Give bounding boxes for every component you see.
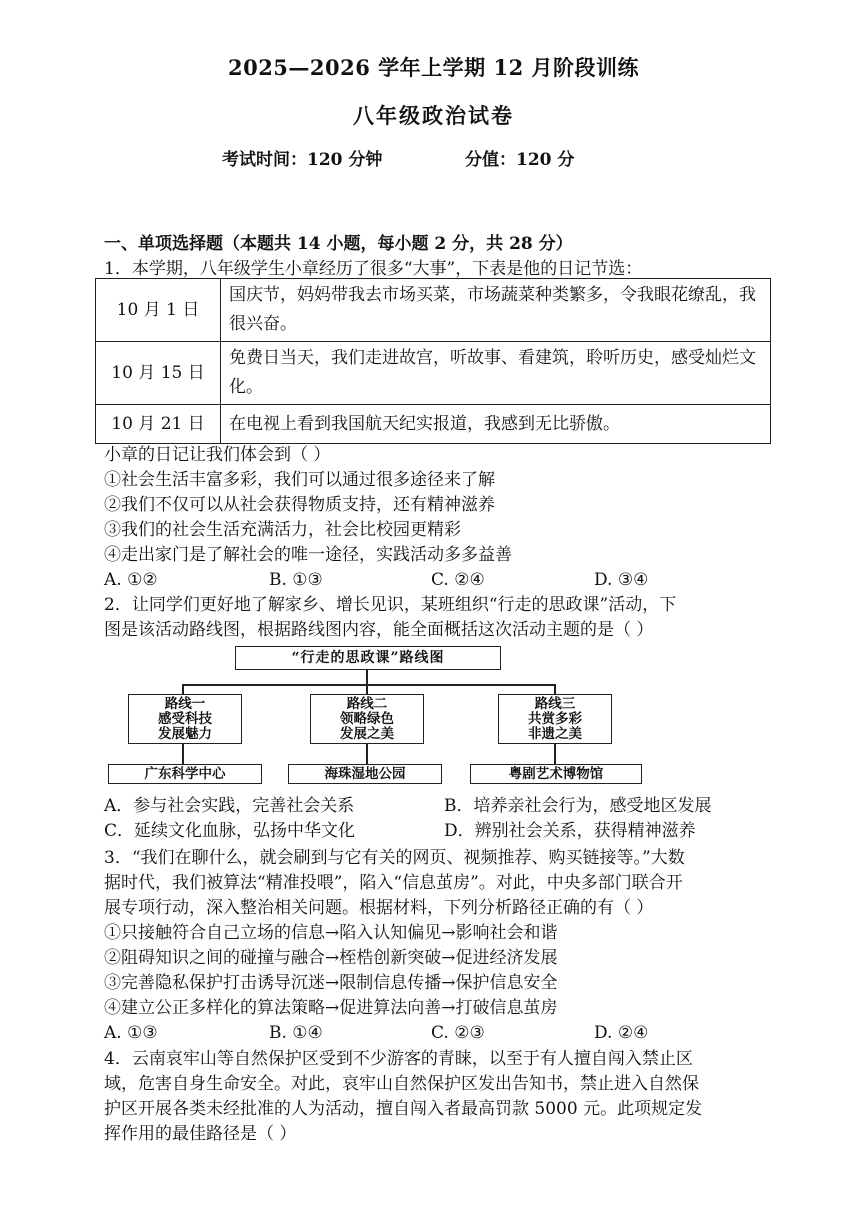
option-c: C. ②④ [431,570,485,590]
destination-box-1: 广东科学中心 [108,764,262,784]
destination-box-3: 粤剧艺术博物馆 [470,764,642,784]
option-d: D．辨别社会关系，获得精神滋养 [444,821,696,841]
q3-item-3: ③完善隐私保护打击诱导沉迷→限制信息传播→保护信息安全 [104,973,558,993]
q1-stem: 1．本学期，八年级学生小章经历了很多“大事”，下表是他的日记节选： [104,259,643,279]
exam-score: 分值：120 分 [465,150,575,170]
q3-item-2: ②阻碍知识之间的碰撞与融合→桎梏创新突破→促进经济发展 [104,948,558,968]
option-d: D. ②④ [594,1023,649,1043]
route-name: 路线三 [534,696,576,712]
connector-line [366,670,368,684]
destination-box-2: 海珠湿地公园 [288,764,442,784]
route-text: 感受科技 [158,711,212,727]
option-c: C. ②③ [431,1023,485,1043]
diary-text: 免费日当天，我们走进故宫，听故事、看建筑，聆听历史，感受灿烂文化。 [221,342,771,405]
q3-stem-line-1: 3．“我们在聊什么，就会刷到与它有关的网页、视频推荐、购买链接等。”大数 [104,848,685,868]
q3-item-4: ④建立公正多样化的算法策略→促进算法向善→打破信息茧房 [104,998,558,1018]
route-text: 发展魅力 [158,726,212,742]
route-box-3 [498,694,612,744]
table-row [96,342,771,405]
q4-stem-line-3: 护区开展各类未经批准的人为活动，擅自闯入者最高罚款 5000 元。此项规定发 [104,1099,703,1119]
connector-line [182,742,184,764]
exam-time: 考试时间：120 分钟 [222,150,383,170]
route-text: 领略绿色 [340,711,394,727]
option-d: D. ③④ [594,570,649,590]
option-a: A. ①③ [104,1023,158,1043]
diary-date: 10 月 15 日 [96,342,221,405]
section-heading: 一、单项选择题（本题共 14 小题，每小题 2 分，共 28 分） [104,234,573,254]
option-b: B．培养亲社会行为，感受地区发展 [444,796,712,816]
route-box-2 [310,694,424,744]
connector-line [366,684,368,694]
route-text: 共赏多彩 [528,711,582,727]
q4-stem-line-2: 域，危害自身生命安全。对此，哀牢山自然保护区发出告知书，禁止进入自然保 [104,1074,699,1094]
option-a: A．参与社会实践，完善社会关系 [104,796,355,816]
q2-stem-line-1: 2．让同学们更好地了解家乡、增长见识，某班组织“行走的思政课”活动，下 [104,595,677,615]
q4-stem-line-1: 4．云南哀牢山等自然保护区受到不少游客的青睐，以至于有人擅自闯入禁止区 [104,1049,693,1069]
q1-item-2: ②我们不仅可以从社会获得物质支持，还有精神滋养 [104,495,495,515]
diary-text: 在电视上看到我国航天纪实报道，我感到无比骄傲。 [221,405,771,444]
route-name: 路线一 [164,696,206,712]
connector-line [554,684,556,694]
diary-date: 10 月 21 日 [96,405,221,444]
diary-text: 国庆节，妈妈带我去市场买菜，市场蔬菜种类繁多，令我眼花缭乱，我很兴奋。 [221,279,771,342]
q3-stem-line-2: 据时代，我们被算法“精准投喂”，陷入“信息茧房”。对此，中央多部门联合开 [104,873,683,893]
route-name: 路线二 [346,696,388,712]
q3-item-1: ①只接触符合自己立场的信息→陷入认知偏见→影响社会和谐 [104,923,558,943]
connector-line [182,684,554,686]
option-a: A. ①② [104,570,158,590]
exam-title: 2025—2026 学年上学期 12 月阶段训练 [227,55,640,80]
table-row [96,279,771,342]
diary-date: 10 月 1 日 [96,279,221,342]
q1-item-4: ④走出家门是了解社会的唯一途径，实践活动多多益善 [104,545,512,565]
option-c: C．延续文化血脉，弘扬中华文化 [104,821,356,841]
diary-table [95,278,771,444]
route-box-1 [128,694,242,744]
route-text: 发展之美 [340,726,394,742]
diagram-header: “行走的思政课”路线图 [235,646,501,670]
q1-item-3: ③我们的社会生活充满活力，社会比校园更精彩 [104,520,461,540]
q1-prompt: 小章的日记让我们体会到（ ） [104,445,331,465]
option-b: B. ①④ [269,1023,323,1043]
q4-stem-line-4: 挥作用的最佳路径是（ ） [104,1124,297,1144]
option-b: B. ①③ [269,570,323,590]
connector-line [366,742,368,764]
q1-item-1: ①社会生活丰富多彩，我们可以通过很多途径来了解 [104,470,495,490]
table-row [96,405,771,444]
route-diagram [100,640,780,790]
connector-line [182,684,184,694]
connector-line [554,742,556,764]
q3-stem-line-3: 展专项行动，深入整治相关问题。根据材料，下列分析路径正确的有（ ） [104,898,654,918]
route-text: 非遗之美 [528,726,582,742]
q2-stem-line-2: 图是该活动路线图，根据路线图内容，能全面概括这次活动主题的是（ ） [104,620,654,640]
exam-subtitle: 八年级政治试卷 [353,103,514,128]
